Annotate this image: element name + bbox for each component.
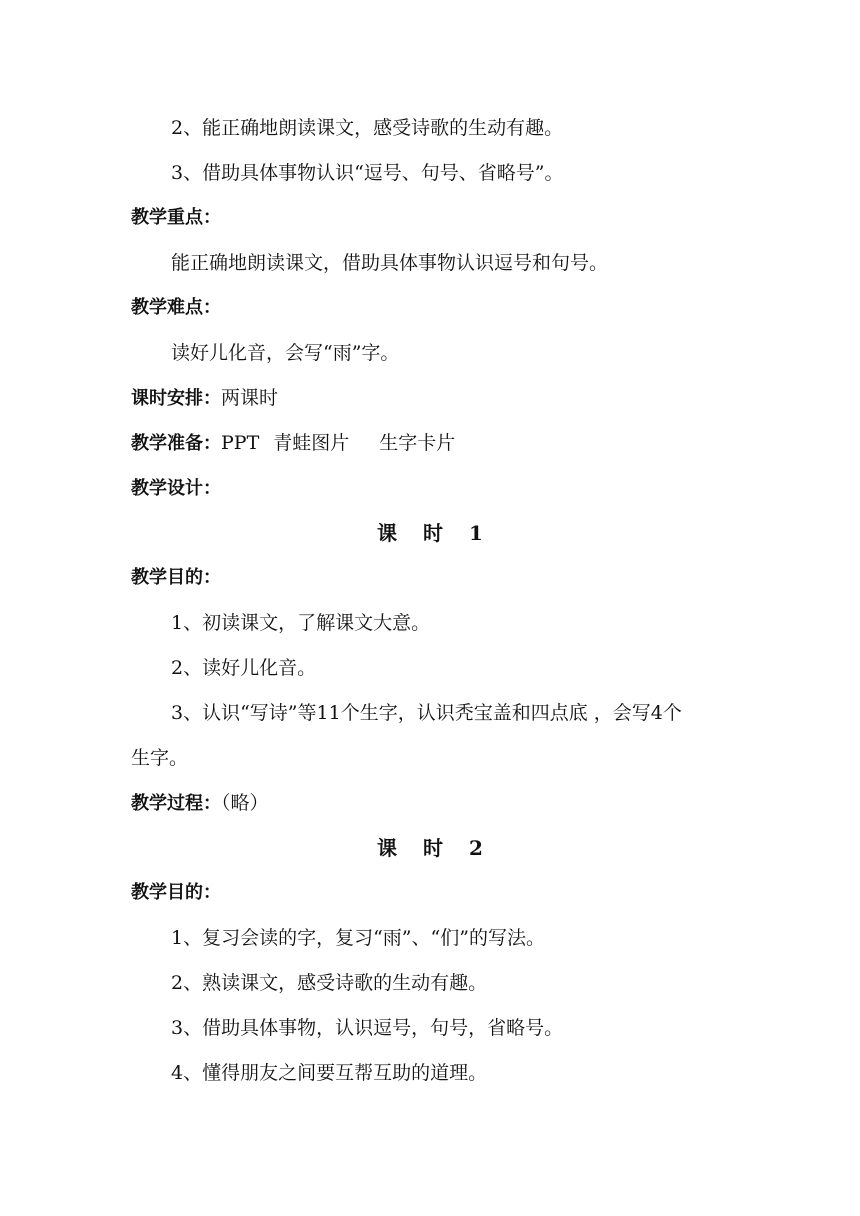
lesson-2-objectives-heading: 教学目的： xyxy=(131,882,221,903)
lesson-2-objective-3: 3、借助具体事物，认识逗号，句号，省略号。 xyxy=(171,1017,564,1039)
schedule-line xyxy=(0,385,860,412)
preparation-item-ppt: PPT xyxy=(221,432,260,454)
lesson-1-objective-3: 3、认识“写诗”等11个生字，认识秃宝盖和四点底 ，会写4个 xyxy=(171,702,682,724)
lesson-2-objective-4: 4、懂得朋友之间要互帮互助的道理。 xyxy=(171,1062,488,1084)
lesson-1-title-char-2: 时 xyxy=(423,521,444,545)
lesson-1-objective-3-wrap: 生字。 xyxy=(131,747,189,769)
lesson-1-process-value: （略） xyxy=(221,792,269,814)
schedule-label: 课时安排： xyxy=(131,388,221,409)
lesson-1-objective-1: 1、初读课文，了解课文大意。 xyxy=(171,612,431,634)
preparation-line xyxy=(0,430,860,457)
lesson-2-title-char-1: 课 xyxy=(377,836,398,860)
lesson-1-title-char-1: 课 xyxy=(377,521,398,545)
lesson-1-number: 1 xyxy=(469,521,483,545)
lesson-1-objectives-heading: 教学目的： xyxy=(131,567,221,588)
lesson-2-number: 2 xyxy=(469,836,483,860)
lesson-1-process-label: 教学过程： xyxy=(131,793,221,814)
lesson-2-objective-1: 1、复习会读的字，复习“雨”、“们”的写法。 xyxy=(171,927,545,949)
lesson-2-title xyxy=(0,835,860,861)
lesson-1-process-line xyxy=(0,790,860,817)
objective-2: 2、能正确地朗读课文，感受诗歌的生动有趣。 xyxy=(171,117,564,139)
schedule-value: 两课时 xyxy=(221,387,279,409)
preparation-label: 教学准备： xyxy=(131,433,221,454)
preparation-item-frog-pictures: 青蛙图片 xyxy=(273,432,350,454)
lesson-1-objective-2: 2、读好儿化音。 xyxy=(171,657,317,679)
key-points-text: 能正确地朗读课文，借助具体事物认识逗号和句号。 xyxy=(171,252,609,274)
key-points-heading: 教学重点： xyxy=(131,207,221,228)
lesson-2-title-char-2: 时 xyxy=(423,836,444,860)
lesson-2-objective-2: 2、熟读课文，感受诗歌的生动有趣。 xyxy=(171,972,488,994)
design-heading: 教学设计： xyxy=(131,478,221,499)
difficulties-text: 读好儿化音，会写“雨”字。 xyxy=(171,342,400,364)
objective-3: 3、借助具体事物认识“逗号、句号、省略号”。 xyxy=(171,162,564,184)
lesson-1-title xyxy=(0,520,860,546)
difficulties-heading: 教学难点： xyxy=(131,297,221,318)
preparation-item-word-cards: 生字卡片 xyxy=(379,432,456,454)
